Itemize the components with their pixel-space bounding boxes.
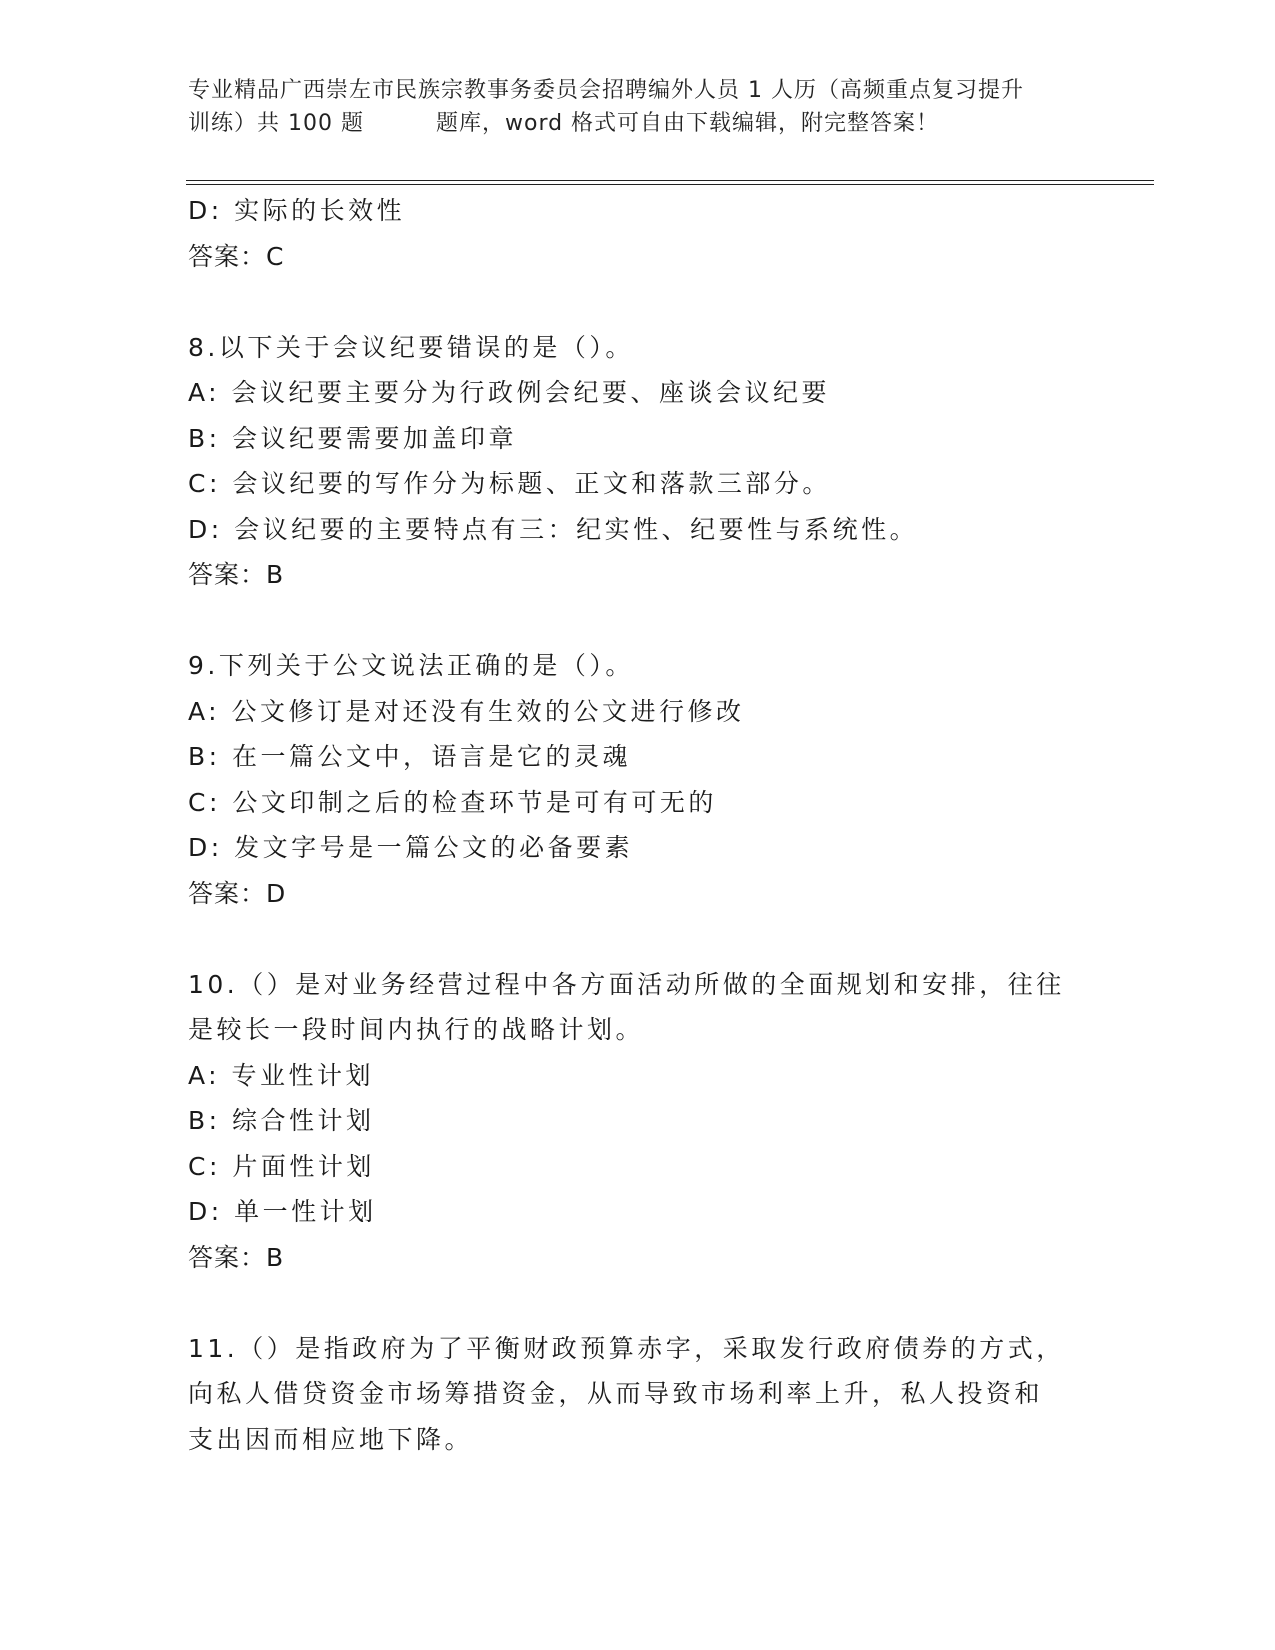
question-7-tail	[188, 188, 1088, 279]
question-9	[188, 643, 1088, 916]
question-8	[188, 325, 1088, 598]
option-a: A: 公文修订是对还没有生效的公文进行修改	[188, 696, 745, 726]
option-a: A: 专业性计划	[188, 1060, 375, 1090]
option-b: B: 会议纪要需要加盖印章	[188, 423, 518, 453]
option-c: C: 片面性计划	[188, 1151, 375, 1181]
header-line-2	[188, 107, 1088, 140]
document-body	[188, 188, 1088, 1462]
question-11	[188, 1326, 1088, 1463]
answer-line: 答案：B	[188, 1242, 285, 1272]
question-stem-line-1: 10.（）是对业务经营过程中各方面活动所做的全面规划和安排，往往	[188, 969, 1065, 999]
header-line-2-left: 训练）共 100 题	[188, 111, 364, 136]
option-d: D: 发文字号是一篇公文的必备要素	[188, 833, 634, 862]
option-c: C: 公文印制之后的检查环节是可有可无的	[188, 787, 717, 817]
option-b: B: 综合性计划	[188, 1106, 375, 1135]
question-stem-line-1: 11.（）是指政府为了平衡财政预算赤字，采取发行政府债券的方式，	[188, 1333, 1065, 1363]
question-stem-line-2: 是较长一段时间内执行的战略计划。	[188, 1015, 645, 1044]
header-line-1: 专业精品广西崇左市民族宗教事务委员会招聘编外人员 1 人历（高频重点复习提升	[188, 78, 1024, 103]
answer-line: 答案：D	[188, 878, 287, 908]
question-stem-line-3: 支出因而相应地下降。	[188, 1424, 474, 1454]
option-d: D: 实际的长效性	[188, 196, 406, 225]
answer-line: 答案：B	[188, 560, 285, 589]
question-stem: 8.以下关于会议纪要错误的是（）。	[188, 332, 634, 362]
question-stem: 9.下列关于公文说法正确的是（）。	[188, 651, 634, 680]
option-d: D: 单一性计划	[188, 1197, 377, 1226]
header-divider-bottom	[186, 184, 1154, 185]
header-divider-top	[186, 180, 1154, 181]
question-stem-line-2: 向私人借贷资金市场筹措资金，从而导致市场利率上升，私人投资和	[188, 1379, 1044, 1408]
option-d: D: 会议纪要的主要特点有三：纪实性、纪要性与系统性。	[188, 514, 919, 544]
page-header	[188, 74, 1088, 140]
header-line-2-right: 题库，word 格式可自由下载编辑，附完整答案！	[435, 111, 940, 136]
option-b: B: 在一篇公文中，语言是它的灵魂	[188, 742, 632, 771]
answer-line: 答案：C	[188, 241, 285, 271]
option-a: A: 会议纪要主要分为行政例会纪要、座谈会议纪要	[188, 378, 831, 407]
question-10	[188, 962, 1088, 1281]
option-c: C: 会议纪要的写作分为标题、正文和落款三部分。	[188, 469, 831, 498]
